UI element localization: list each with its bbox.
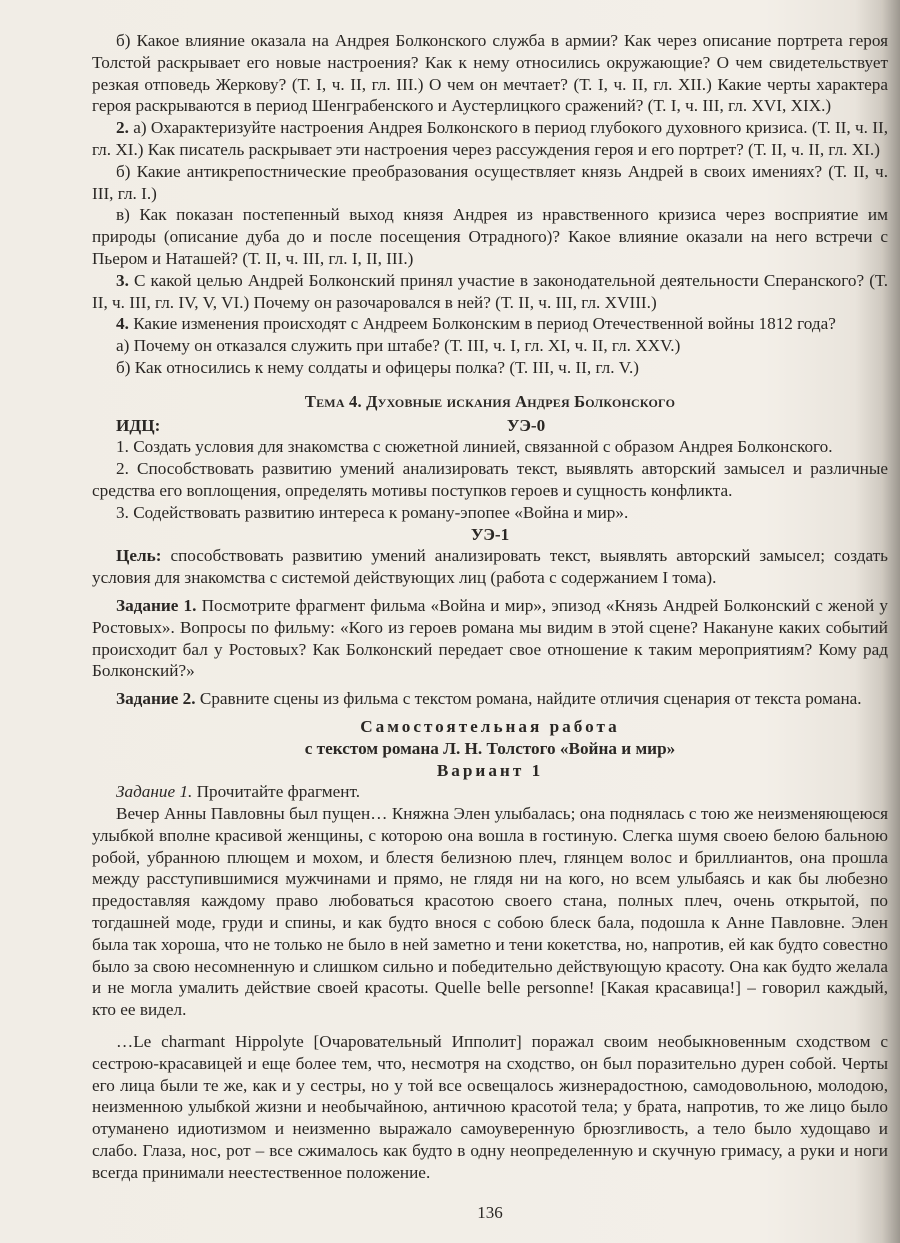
- work-title: Самостоятельная работа: [360, 716, 620, 736]
- document-page: [92, 0, 888, 1243]
- goal-text: способствовать развитию умений анализировать текст, выявлять авторский замысел; создать условия для знакомства с системой действующих лиц (работа с содержанием I тома).: [92, 546, 888, 588]
- question-text: в) Как показан постепенный выход князя Андрея из нравственного кризиса через восприятие им природы (описание дуба до и после посещения Отрадного)? Какое влияние оказали на него встречи с Пьером и Наташей? (Т. II, ч. III, гл. I, II, III.): [92, 205, 888, 268]
- task-1: [92, 595, 888, 682]
- task-label: Задание 1.: [116, 595, 197, 615]
- question-4b: [92, 357, 888, 379]
- idc-header: [92, 415, 888, 437]
- fragment-paragraph: Вечер Анны Павловны был пущен… Княжна Элен улыбалась; она поднялась с тою же неизменяющеюся улыбкой вполне красивой женщины, с которою она вошла в гостиную. Слегка шумя своею белою бальною робой, убранною плющем и мохом, и блестя белизною плеч, глянцем волос и бриллиантов, она прошла между расступившимися мужчинами и прямо, не глядя ни на кого, но всем улыбаясь и как бы любезно предоставляя каждому право любоваться красотою своего стана, полных плеч, очень открытой, по тогдашней моде, груди и спины, и как будто внося с собою блеск бала, подошла к Анне Павловне. Элен была так хороша, что не только не было в ней заметно и тени кокетства, но, напротив, ей как будто совестно было за свою несомненную и слишком сильно и победительно действующую красоту. Она как будто желала и не могла умалить действие своей красоты. Quelle belle personne! [Какая красавица!] – говорил каждый, кто ее видел.: [92, 804, 888, 1020]
- question-number: 3.: [116, 270, 129, 290]
- idc-item: 1. Создать условия для знакомства с сюжетной линией, связанной с образом Андрея Болконского.: [116, 437, 833, 457]
- read-task-text: Прочитайте фрагмент.: [192, 782, 361, 802]
- ue1-label: УЭ-1: [470, 524, 510, 544]
- question-number: 2.: [116, 118, 129, 138]
- read-task: [92, 781, 888, 803]
- task-text: Сравните сцены из фильма с текстом романа, найдите отличия сценария от текста романа.: [195, 689, 862, 709]
- task-label: Задание 2.: [116, 689, 196, 709]
- question-1b: [92, 30, 888, 117]
- question-4a: [92, 335, 888, 357]
- question-3: [92, 270, 888, 314]
- variant-title: Вариант 1: [436, 760, 544, 780]
- question-text: б) Какие антикрепостнические преобразования осуществляет князь Андрей в своих имениях? (Т. II, ч. III, гл. I.): [92, 161, 888, 203]
- question-text: Какие изменения происходят с Андреем Болконским в период Отечественной войны 1812 года?: [128, 314, 836, 334]
- question-text: С какой целью Андрей Болконский принял участие в законодательной деятельности Сперанского? (Т. II, ч. III, гл. IV, V, VI.) Почему он разочаровался в ней? (Т. II, ч. III, гл. XVIII.): [92, 270, 888, 312]
- work-subtitle: с текстом романа Л. Н. Толстого «Война и мир»: [304, 738, 676, 758]
- question-text: б) Как относились к нему солдаты и офицеры полка? (Т. III, ч. II, гл. V.): [116, 357, 640, 377]
- question-text: а) Охарактеризуйте настроения Андрея Болконского в период глубокого духовного кризиса. (Т. II, ч. II, гл. XI.) Как писатель раскрывает эти настроения через рассуждения героя и его портрет? (Т. II, ч. II, гл. XI.): [92, 118, 888, 159]
- task-text: Посмотрите фрагмент фильма «Война и мир», эпизод «Князь Андрей Болконский с женой у Ростовых». Вопросы по фильму: «Кого из героев романа мы видим в этой сцене? Накануне каких событий происходит бал у Ростовых? Как Болконский передает свое отношение к таким мероприятиям? Кому рад Болконский?»: [92, 595, 888, 681]
- goal-label: Цель:: [116, 546, 162, 566]
- fragment-paragraph: …Le charmant Hippolyte [Очаровательный Ипполит] поражал своим необыкновенным сходством с сестрою-красавицей и еще более тем, что, несмотря на сходство, он был поразительно дурен собой. Черты его лица были те же, как и у сестры, но у той все освещалось жизнерадостною, самодовольною, молодою, неизменною улыбкой жизни и необычайною, античною красотой тела; у брата, напротив, то же лицо было отуманено идиотизмом и неизменно выражало самоуверенную брюзгливость, а тело было худощаво и слабо. Глаза, нос, рот – все сжималось как будто в одну неопределенную и скучную гримасу, а руки и ноги всегда принимали неестественное положение.: [92, 1032, 888, 1182]
- question-text: б) Какое влияние оказала на Андрея Болконского служба в армии? Как через описание портрета героя Толстой раскрывает его новые настроения? Как к нему относились окружающие? О чем свидетельствует резкая отповедь Жеркову? (Т. I, ч. II, гл. III.) О чем он мечтает? (Т. I, ч. II, гл. XII.) Какие черты характера героя раскрываются в период Шенграбенского и Аустерлицкого сражений? (Т. I, ч. III, гл. XVI, XIX.): [92, 31, 888, 116]
- ue0-label: УЭ-0: [506, 415, 546, 435]
- question-2c: [92, 204, 888, 269]
- task-2: [92, 688, 888, 710]
- question-text: а) Почему он отказался служить при штабе? (Т. III, ч. I, гл. XI, ч. II, гл. XXV.): [116, 336, 681, 356]
- question-2a: [92, 117, 888, 161]
- read-task-label: Задание 1.: [116, 782, 193, 802]
- idc-item: 2. Способствовать развитию умений анализировать текст, выявлять авторский замысел и различные средства его воплощения, определять мотивы поступков героев и сущность конфликта.: [92, 459, 888, 500]
- question-2b: [92, 161, 888, 205]
- page-number: 136: [477, 1202, 503, 1222]
- goal: [92, 545, 888, 589]
- question-number: 4.: [116, 314, 129, 334]
- question-4: [92, 313, 888, 335]
- idc-item: 3. Содействовать развитию интереса к роману-эпопее «Война и мир».: [116, 502, 629, 522]
- idc-label: ИДЦ:: [116, 415, 161, 435]
- theme-title: Тема 4. Духовные искания Андрея Болконского: [304, 391, 676, 411]
